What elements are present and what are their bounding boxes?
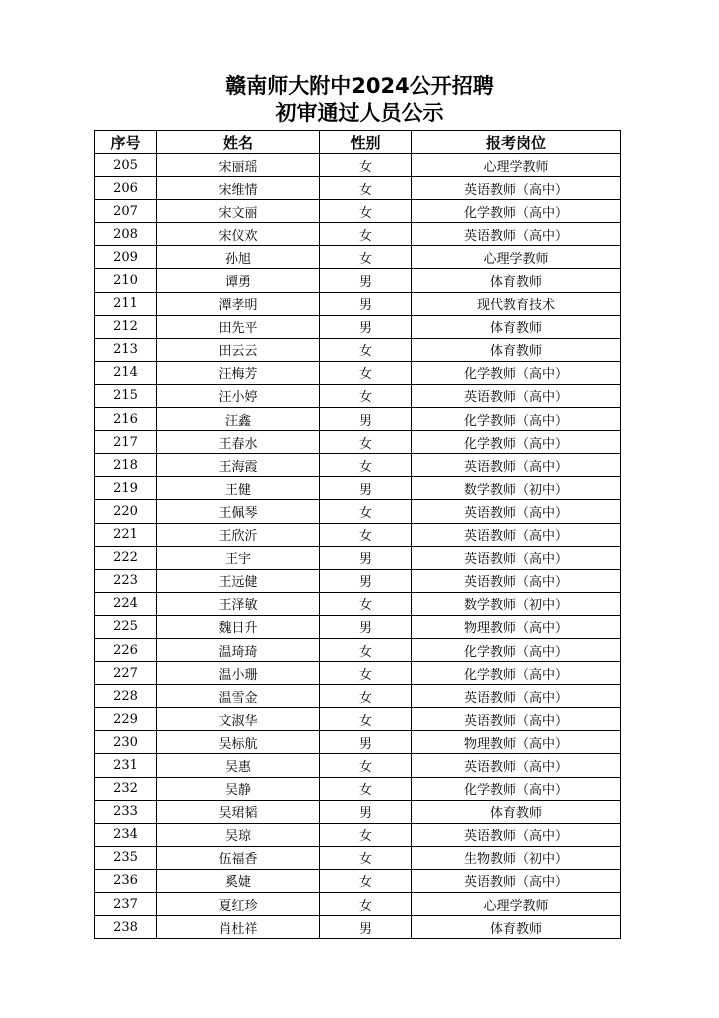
cell-number: 237	[95, 893, 157, 916]
table-row	[95, 246, 621, 269]
cell-gender: 女	[320, 431, 412, 454]
cell-name: 伍福香	[157, 846, 320, 869]
cell-gender: 女	[320, 246, 412, 269]
cell-gender: 女	[320, 869, 412, 892]
cell-position: 英语教师（高中）	[412, 384, 621, 407]
cell-position: 英语教师（高中）	[412, 708, 621, 731]
table-row	[95, 454, 621, 477]
cell-name: 田云云	[157, 338, 320, 361]
cell-name: 王泽敏	[157, 592, 320, 615]
cell-position: 英语教师（高中）	[412, 500, 621, 523]
cell-number: 221	[95, 523, 157, 546]
cell-name: 吴静	[157, 777, 320, 800]
cell-number: 209	[95, 246, 157, 269]
cell-gender: 女	[320, 500, 412, 523]
cell-name: 吴标航	[157, 731, 320, 754]
cell-name: 夏红珍	[157, 893, 320, 916]
table-row	[95, 292, 621, 315]
cell-position: 化学教师（高中）	[412, 662, 621, 685]
cell-gender: 女	[320, 177, 412, 200]
cell-number: 227	[95, 662, 157, 685]
table-row	[95, 638, 621, 661]
cell-position: 化学教师（高中）	[412, 777, 621, 800]
table-row	[95, 477, 621, 500]
cell-gender: 女	[320, 523, 412, 546]
cell-name: 温雪金	[157, 685, 320, 708]
cell-number: 236	[95, 869, 157, 892]
cell-gender: 女	[320, 338, 412, 361]
cell-position: 体育教师	[412, 338, 621, 361]
cell-number: 208	[95, 223, 157, 246]
cell-position: 数学教师（初中）	[412, 477, 621, 500]
table-row	[95, 777, 621, 800]
cell-number: 234	[95, 823, 157, 846]
table-row	[95, 154, 621, 177]
cell-name: 温琦琦	[157, 638, 320, 661]
cell-gender: 女	[320, 592, 412, 615]
cell-name: 王海霞	[157, 454, 320, 477]
cell-position: 心理学教师	[412, 893, 621, 916]
cell-position: 化学教师（高中）	[412, 638, 621, 661]
table-body	[95, 154, 621, 939]
cell-name: 吴珺韬	[157, 800, 320, 823]
cell-gender: 男	[320, 292, 412, 315]
table-row	[95, 615, 621, 638]
cell-name: 王佩琴	[157, 500, 320, 523]
cell-number: 228	[95, 685, 157, 708]
cell-gender: 男	[320, 916, 412, 939]
cell-number: 219	[95, 477, 157, 500]
table-row	[95, 546, 621, 569]
cell-name: 肖杜祥	[157, 916, 320, 939]
cell-number: 226	[95, 638, 157, 661]
cell-position: 化学教师（高中）	[412, 361, 621, 384]
cell-gender: 男	[320, 315, 412, 338]
cell-gender: 女	[320, 154, 412, 177]
cell-position: 英语教师（高中）	[412, 223, 621, 246]
cell-position: 心理学教师	[412, 154, 621, 177]
cell-name: 奚婕	[157, 869, 320, 892]
cell-name: 吴琼	[157, 823, 320, 846]
cell-name: 谭勇	[157, 269, 320, 292]
table-row	[95, 754, 621, 777]
cell-name: 潭孝明	[157, 292, 320, 315]
cell-number: 223	[95, 569, 157, 592]
cell-position: 数学教师（初中）	[412, 592, 621, 615]
cell-position: 体育教师	[412, 800, 621, 823]
cell-gender: 男	[320, 408, 412, 431]
table-row	[95, 523, 621, 546]
cell-position: 物理教师（高中）	[412, 731, 621, 754]
cell-number: 206	[95, 177, 157, 200]
table-row	[95, 800, 621, 823]
table-row	[95, 685, 621, 708]
cell-gender: 女	[320, 223, 412, 246]
cell-name: 王远健	[157, 569, 320, 592]
cell-gender: 女	[320, 638, 412, 661]
cell-gender: 女	[320, 846, 412, 869]
cell-number: 210	[95, 269, 157, 292]
cell-position: 生物教师（初中）	[412, 846, 621, 869]
cell-number: 205	[95, 154, 157, 177]
cell-name: 文淑华	[157, 708, 320, 731]
cell-position: 物理教师（高中）	[412, 615, 621, 638]
cell-gender: 女	[320, 685, 412, 708]
table-row	[95, 662, 621, 685]
cell-position: 英语教师（高中）	[412, 869, 621, 892]
table-row	[95, 893, 621, 916]
cell-position: 心理学教师	[412, 246, 621, 269]
table-row	[95, 592, 621, 615]
cell-name: 汪小婷	[157, 384, 320, 407]
cell-name: 魏日升	[157, 615, 320, 638]
table-row	[95, 846, 621, 869]
cell-position: 化学教师（高中）	[412, 200, 621, 223]
cell-position: 化学教师（高中）	[412, 408, 621, 431]
table-row	[95, 200, 621, 223]
cell-gender: 女	[320, 200, 412, 223]
cell-gender: 女	[320, 823, 412, 846]
cell-number: 216	[95, 408, 157, 431]
cell-position: 英语教师（高中）	[412, 454, 621, 477]
cell-gender: 女	[320, 754, 412, 777]
cell-number: 232	[95, 777, 157, 800]
cell-position: 体育教师	[412, 269, 621, 292]
cell-number: 231	[95, 754, 157, 777]
cell-number: 207	[95, 200, 157, 223]
cell-gender: 男	[320, 477, 412, 500]
cell-gender: 男	[320, 615, 412, 638]
table-row	[95, 361, 621, 384]
table-row	[95, 269, 621, 292]
cell-number: 211	[95, 292, 157, 315]
cell-number: 233	[95, 800, 157, 823]
header-name: 姓名	[157, 131, 320, 154]
cell-name: 宋文丽	[157, 200, 320, 223]
cell-number: 218	[95, 454, 157, 477]
table-header-row	[95, 131, 621, 154]
cell-number: 230	[95, 731, 157, 754]
cell-number: 229	[95, 708, 157, 731]
cell-name: 宋仪欢	[157, 223, 320, 246]
cell-gender: 女	[320, 893, 412, 916]
cell-gender: 女	[320, 662, 412, 685]
cell-position: 体育教师	[412, 916, 621, 939]
cell-position: 英语教师（高中）	[412, 569, 621, 592]
cell-name: 汪梅芳	[157, 361, 320, 384]
cell-gender: 男	[320, 569, 412, 592]
cell-number: 222	[95, 546, 157, 569]
table-row	[95, 177, 621, 200]
table-row	[95, 315, 621, 338]
table-row	[95, 431, 621, 454]
header-gender: 性别	[320, 131, 412, 154]
cell-number: 225	[95, 615, 157, 638]
cell-name: 王宇	[157, 546, 320, 569]
page-title: 赣南师大附中2024公开招聘	[225, 74, 494, 98]
cell-gender: 男	[320, 546, 412, 569]
cell-number: 214	[95, 361, 157, 384]
cell-name: 汪鑫	[157, 408, 320, 431]
cell-gender: 男	[320, 800, 412, 823]
cell-position: 化学教师（高中）	[412, 431, 621, 454]
page-subtitle: 初审通过人员公示	[275, 101, 444, 125]
cell-position: 英语教师（高中）	[412, 685, 621, 708]
header-number: 序号	[95, 131, 157, 154]
applicant-table	[94, 130, 621, 939]
cell-position: 体育教师	[412, 315, 621, 338]
table-row	[95, 408, 621, 431]
cell-gender: 女	[320, 384, 412, 407]
cell-gender: 女	[320, 361, 412, 384]
cell-number: 220	[95, 500, 157, 523]
cell-number: 213	[95, 338, 157, 361]
cell-gender: 女	[320, 708, 412, 731]
cell-position: 现代教育技术	[412, 292, 621, 315]
cell-number: 217	[95, 431, 157, 454]
cell-position: 英语教师（高中）	[412, 177, 621, 200]
table-row	[95, 823, 621, 846]
table-row	[95, 384, 621, 407]
table-row	[95, 708, 621, 731]
cell-position: 英语教师（高中）	[412, 823, 621, 846]
header-position: 报考岗位	[412, 131, 621, 154]
cell-number: 224	[95, 592, 157, 615]
cell-number: 215	[95, 384, 157, 407]
cell-position: 英语教师（高中）	[412, 546, 621, 569]
cell-gender: 男	[320, 731, 412, 754]
cell-position: 英语教师（高中）	[412, 754, 621, 777]
cell-name: 王健	[157, 477, 320, 500]
cell-position: 英语教师（高中）	[412, 523, 621, 546]
cell-name: 温小珊	[157, 662, 320, 685]
table-row	[95, 569, 621, 592]
table-row	[95, 338, 621, 361]
cell-number: 212	[95, 315, 157, 338]
table-row	[95, 500, 621, 523]
cell-name: 宋维情	[157, 177, 320, 200]
cell-name: 田先平	[157, 315, 320, 338]
cell-gender: 男	[320, 269, 412, 292]
cell-name: 宋丽瑶	[157, 154, 320, 177]
cell-name: 王春水	[157, 431, 320, 454]
cell-number: 238	[95, 916, 157, 939]
cell-gender: 女	[320, 454, 412, 477]
table-row	[95, 916, 621, 939]
cell-name: 吴惠	[157, 754, 320, 777]
cell-name: 孙旭	[157, 246, 320, 269]
table-row	[95, 731, 621, 754]
table-row	[95, 223, 621, 246]
cell-name: 王欣沂	[157, 523, 320, 546]
cell-number: 235	[95, 846, 157, 869]
table-row	[95, 869, 621, 892]
cell-gender: 女	[320, 777, 412, 800]
